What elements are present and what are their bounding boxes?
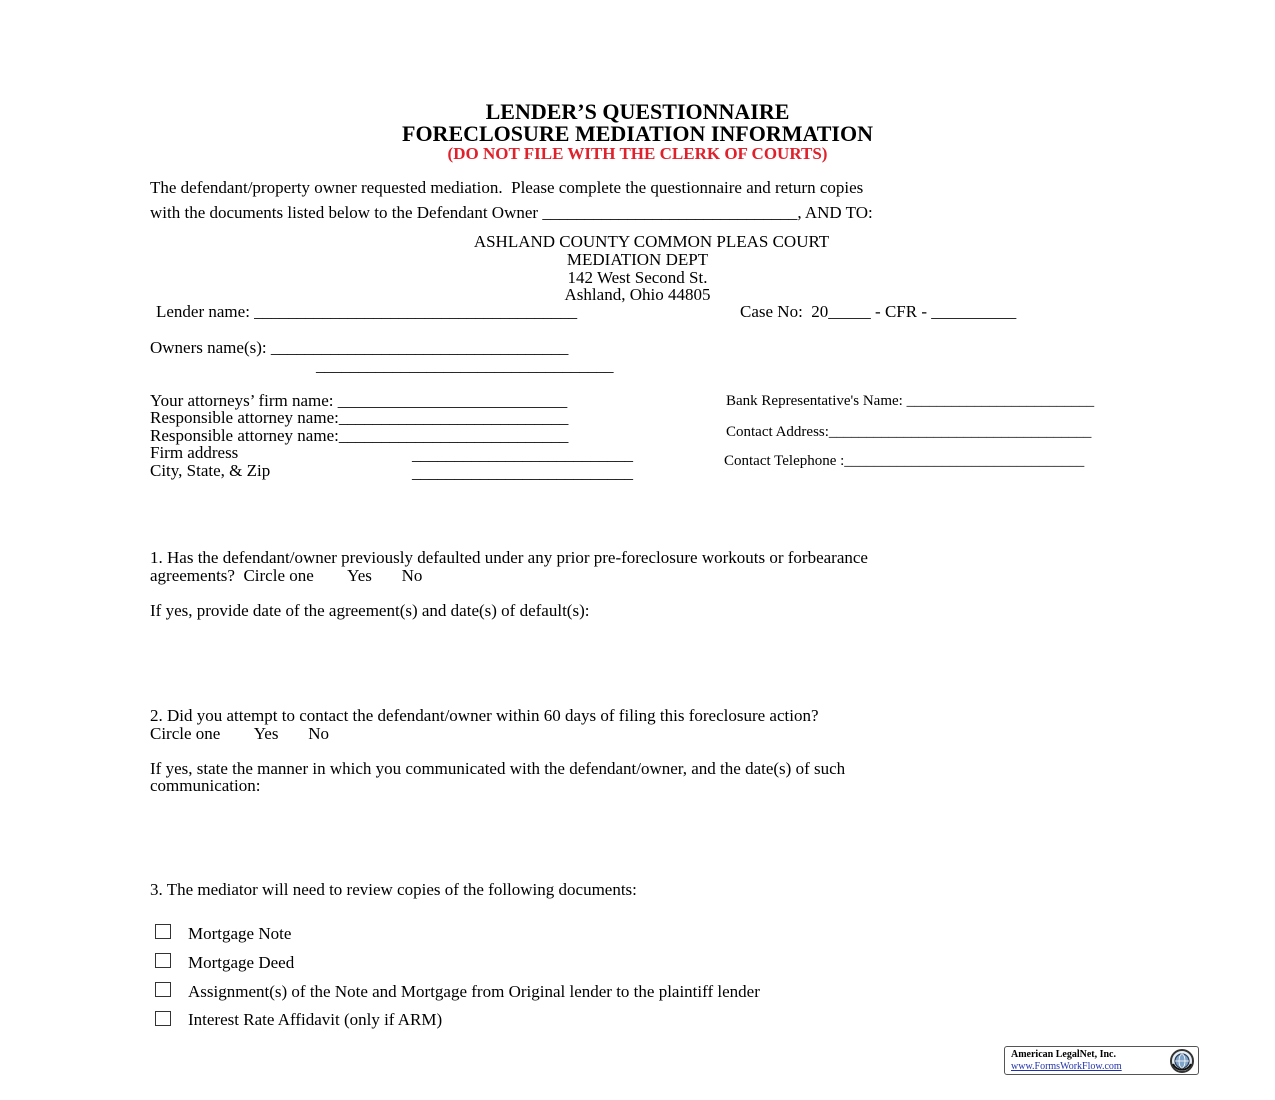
logo-url-link[interactable]: www.FormsWorkFlow.com xyxy=(1011,1061,1122,1072)
form-subtitle: FORECLOSURE MEDIATION INFORMATION xyxy=(402,121,873,146)
case-number-field[interactable]: Case No: 20_____ - CFR - __________ xyxy=(740,302,1017,321)
question-2-line-2: Circle one Yes No xyxy=(150,724,329,743)
question-2-followup-2: communication: xyxy=(150,776,261,795)
question-3: 3. The mediator will need to review copies of the following documents: xyxy=(150,880,637,899)
court-street: 142 West Second St. xyxy=(567,268,708,287)
filing-warning: (DO NOT FILE WITH THE CLERK OF COURTS) xyxy=(447,144,828,163)
contact-telephone-field[interactable]: Contact Telephone :________________________________ xyxy=(724,453,1085,469)
owners-name-line-2[interactable]: ___________________________________ xyxy=(316,356,614,375)
city-state-zip-field[interactable]: __________________________ xyxy=(412,463,633,482)
document-item: Mortgage Deed xyxy=(188,953,295,972)
intro-line-1: The defendant/property owner requested mediation. Please complete the questionnaire and return copies xyxy=(150,178,864,197)
document-item: Interest Rate Affidavit (only if ARM) xyxy=(188,1010,443,1029)
question-2-followup-1: If yes, state the manner in which you communicated with the defendant/owner, and the date(s) of such xyxy=(150,759,846,778)
question-1-line-2: agreements? Circle one Yes No xyxy=(150,566,423,585)
city-state-zip-label: City, State, & Zip xyxy=(150,461,271,480)
mortgage-deed-checkbox[interactable] xyxy=(155,953,171,968)
court-dept: MEDIATION DEPT xyxy=(566,250,709,269)
question-2-line-1: 2. Did you attempt to contact the defendant/owner within 60 days of filing this foreclosure action? xyxy=(150,706,819,725)
question-1-line-1: 1. Has the defendant/owner previously defaulted under any prior pre-foreclosure workouts or forbearance xyxy=(150,548,868,567)
attorney-firm-field[interactable]: Your attorneys’ firm name: ___________________________ xyxy=(150,391,568,410)
court-city: Ashland, Ohio 44805 xyxy=(564,285,711,304)
intro-line-2: with the documents listed below to the Defendant Owner ______________________________, AND TO: xyxy=(150,203,873,222)
document-item: Assignment(s) of the Note and Mortgage from Original lender to the plaintiff lender xyxy=(188,982,760,1001)
court-name: ASHLAND COUNTY COMMON PLEAS COURT xyxy=(473,232,830,251)
responsible-attorney-field-1[interactable]: Responsible attorney name:___________________________ xyxy=(150,408,569,427)
mortgage-note-checkbox[interactable] xyxy=(155,924,171,939)
legalnet-logo[interactable] xyxy=(1004,1046,1199,1075)
interest-rate-affidavit-checkbox[interactable] xyxy=(155,1011,171,1026)
bank-representative-field[interactable]: Bank Representative's Name: _________________________ xyxy=(726,393,1095,409)
responsible-attorney-field-2[interactable]: Responsible attorney name:___________________________ xyxy=(150,426,569,445)
question-1-followup: If yes, provide date of the agreement(s) and date(s) of default(s): xyxy=(150,601,590,620)
lender-name-field[interactable]: Lender name: ______________________________________ xyxy=(156,302,578,321)
assignment-checkbox[interactable] xyxy=(155,982,171,997)
document-item: Mortgage Note xyxy=(188,924,292,943)
globe-icon xyxy=(1169,1048,1195,1074)
logo-company-name: American LegalNet, Inc. xyxy=(1011,1049,1116,1060)
form-title: LENDER’S QUESTIONNAIRE xyxy=(485,99,790,124)
owners-name-field[interactable]: Owners name(s): ___________________________________ xyxy=(150,338,569,357)
contact-address-field[interactable]: Contact Address:___________________________________ xyxy=(726,424,1092,440)
firm-address-field[interactable]: __________________________ xyxy=(412,445,633,464)
firm-address-label: Firm address xyxy=(150,443,239,462)
